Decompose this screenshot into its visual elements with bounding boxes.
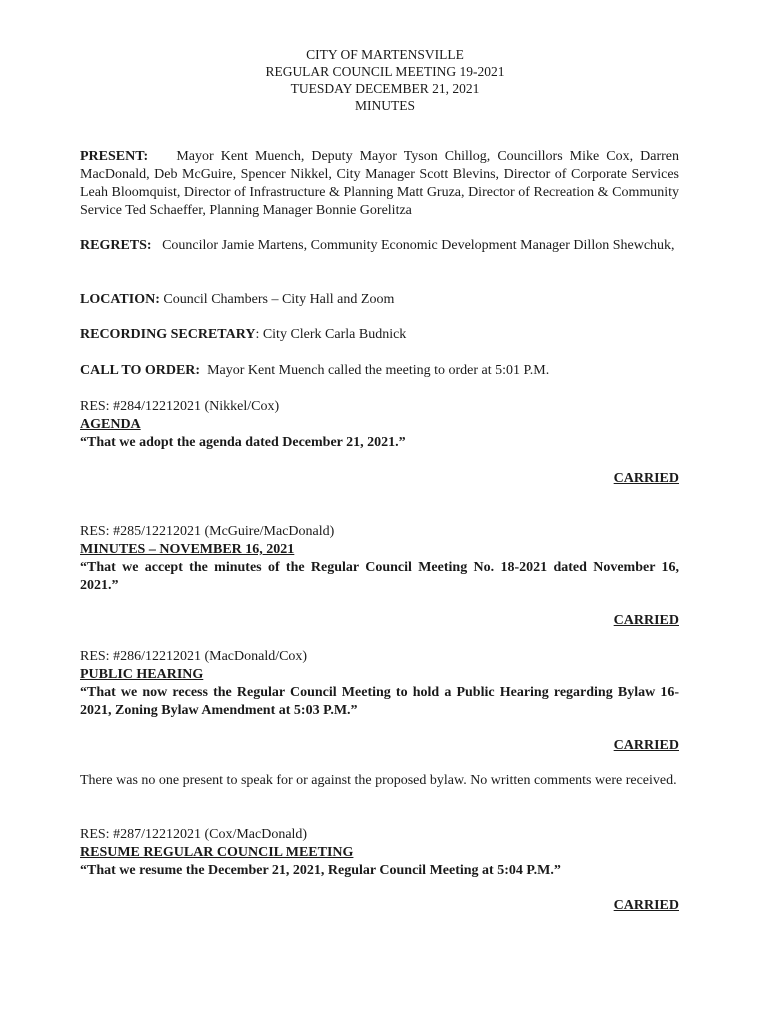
present-section <box>80 148 679 220</box>
secretary-label: RECORDING SECRETARY <box>80 327 256 342</box>
carried-label-286: CARRIED <box>613 738 679 753</box>
header-city: CITY OF MARTENSVILLE <box>306 47 464 62</box>
header-meeting: REGULAR COUNCIL MEETING 19-2021 <box>265 64 505 79</box>
call-to-order-label: CALL TO ORDER: <box>80 363 201 378</box>
carried-label-285: CARRIED <box>613 613 679 628</box>
resolution-286 <box>80 648 679 720</box>
resolution-285 <box>80 523 679 595</box>
resolution-ref: RES: #286/12212021 (MacDonald/Cox) <box>80 649 308 664</box>
regrets-section <box>80 237 679 255</box>
resolution-ref: RES: #284/12212021 (Nikkel/Cox) <box>80 399 280 414</box>
location-label: LOCATION: <box>80 292 160 307</box>
resolution-ref: RES: #287/12212021 (Cox/MacDonald) <box>80 827 308 842</box>
resolution-motion: “That we resume the December 21, 2021, Regular Council Meeting at 5:04 P.M.” <box>80 863 561 878</box>
resolution-motion: “That we now recess the Regular Council Meeting to hold a Public Hearing regarding Bylaw 16-2021, Zoning Bylaw Amendment at 5:03 P.M.” <box>80 685 679 718</box>
present-label: PRESENT: <box>80 149 149 164</box>
resolution-ref: RES: #285/12212021 (McGuire/MacDonald) <box>80 524 335 539</box>
present-text: Mayor Kent Muench, Deputy Mayor Tyson Chillog, Councillors Mike Cox, Darren MacDonald, Deb McGuire, Spencer Nikkel, City Manager Scott Blevins, Director of Corporate Services Leah Bloomquist, Director of Infrastructure & Planning Matt Gruza, Director of Recreation & Community Service Ted Schaeffer, Planning Manager Bonnie Gorelitza <box>80 149 680 218</box>
header-minutes: MINUTES <box>355 98 415 113</box>
carried-label-284: CARRIED <box>613 471 679 486</box>
resolution-287 <box>80 826 679 880</box>
resolution-title: PUBLIC HEARING <box>80 667 204 682</box>
location-section <box>80 291 679 309</box>
public-hearing-note: There was no one present to speak for or against the proposed bylaw. No written comments were received. <box>80 773 677 788</box>
carried-label-287: CARRIED <box>613 898 679 913</box>
resolution-motion: “That we adopt the agenda dated December 21, 2021.” <box>80 435 406 450</box>
resolution-284 <box>80 398 679 452</box>
regrets-text: Councilor Jamie Martens, Community Economic Development Manager Dillon Shewchuk, <box>162 238 675 253</box>
regrets-label: REGRETS: <box>80 238 152 253</box>
document-header <box>0 46 770 114</box>
call-to-order-text: Mayor Kent Muench called the meeting to order at 5:01 P.M. <box>207 363 550 378</box>
call-to-order-section <box>80 362 679 380</box>
secretary-section <box>80 326 679 344</box>
resolution-title: RESUME REGULAR COUNCIL MEETING <box>80 845 354 860</box>
location-text: Council Chambers – City Hall and Zoom <box>163 292 395 307</box>
header-date: TUESDAY DECEMBER 21, 2021 <box>290 81 480 96</box>
resolution-motion: “That we accept the minutes of the Regular Council Meeting No. 18-2021 dated November 16, 2021.” <box>80 560 679 593</box>
secretary-text: : City Clerk Carla Budnick <box>255 327 407 342</box>
resolution-title: AGENDA <box>80 417 141 432</box>
resolution-title: MINUTES – NOVEMBER 16, 2021 <box>80 542 295 557</box>
